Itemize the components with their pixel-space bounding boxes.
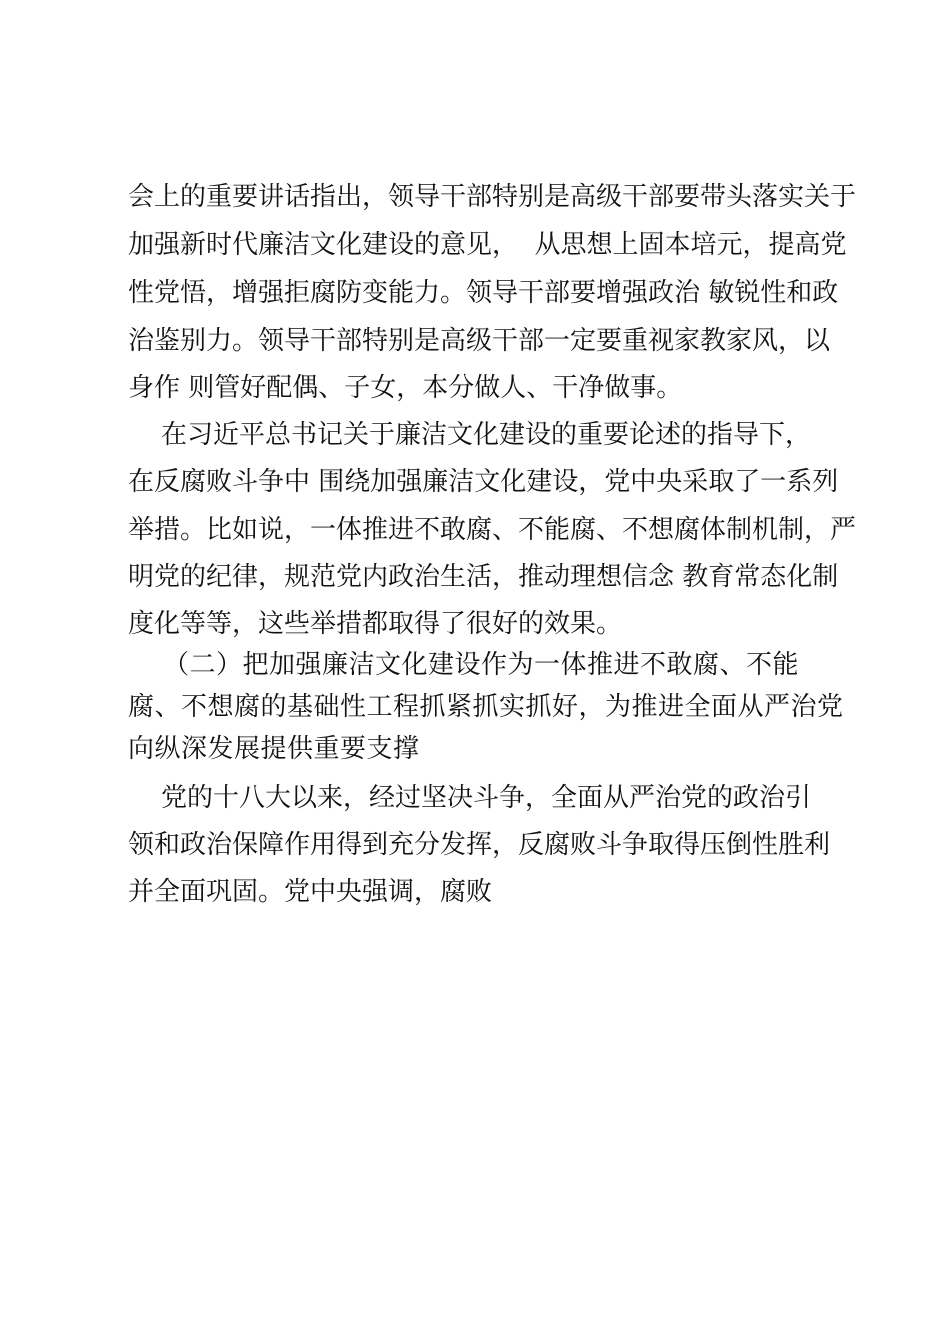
- paragraph-3-line-1: 党的十八大以来，经过坚决斗争，全面从严治党的政治引: [128, 783, 812, 813]
- paragraph-2-line-3: 举措。比如说，一体推进不敢腐、不能腐、不想腐体制机制，严: [128, 515, 857, 545]
- paragraph-1-line-2: 加强新时代廉洁文化建设的意见， 从思想上固本培元，提高党: [128, 230, 847, 260]
- section-heading-line-3: 向纵深发展提供重要支撑: [128, 734, 420, 764]
- paragraph-2-line-1: 在习近平总书记关于廉洁文化建设的重要论述的指导下，: [128, 420, 812, 450]
- paragraph-1-line-3: 性党悟，增强拒腐防变能力。领导干部要增强政治 敏锐性和政: [128, 278, 839, 308]
- paragraph-2-line-5: 度化等等，这些举措都取得了很好的效果。: [128, 609, 623, 639]
- paragraph-1-line-1: 会上的重要讲话指出，领导干部特别是高级干部要带头落实关于: [128, 182, 857, 212]
- paragraph-2-line-2: 在反腐败斗争中 围绕加强廉洁文化建设，党中央采取了一系列: [128, 467, 839, 497]
- paragraph-2-line-4: 明党的纪律，规范党内政治生活，推动理想信念 教育常态化制: [128, 562, 839, 592]
- paragraph-1-line-5: 身作 则管好配偶、子女，本分做人、干净做事。: [128, 373, 683, 403]
- section-heading-line-2: 腐、不想腐的基础性工程抓紧抓实抓好，为推进全面从严治党: [128, 692, 844, 722]
- paragraph-1-line-4: 治鉴别力。领导干部特别是高级干部一定要重视家教家风，以: [128, 326, 831, 356]
- paragraph-3-line-3: 并全面巩固。党中央强调，腐败: [128, 877, 493, 907]
- paragraph-3-line-2: 领和政治保障作用得到充分发挥，反腐败斗争取得压倒性胜利: [128, 830, 831, 860]
- section-heading-line-1: （二）把加强廉洁文化建设作为一体推进不敢腐、不能: [128, 650, 800, 680]
